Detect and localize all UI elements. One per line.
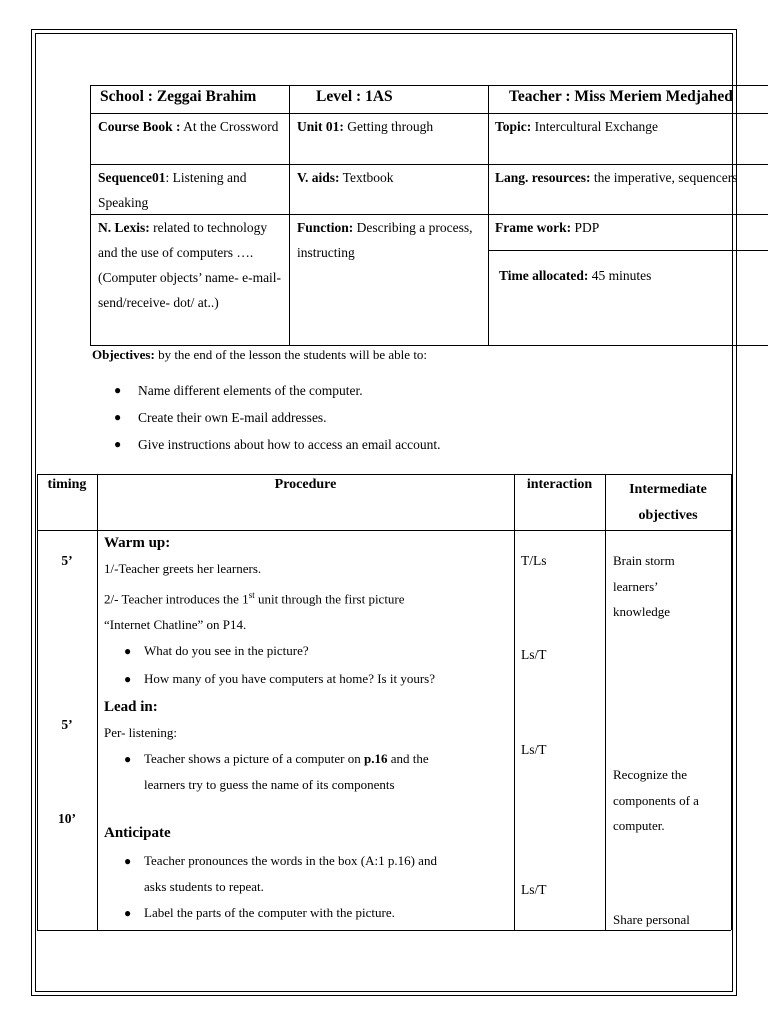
interaction-cell: Ls/T (521, 882, 547, 897)
col-header-interaction: interaction (526, 477, 593, 492)
unit-cell: Unit 01: Getting through (297, 119, 434, 134)
warm-up-line: 2/- Teacher introduces the 1st unit through the first picture (104, 590, 405, 607)
lang-resources-cell: Lang. resources: the imperative, sequencers (495, 170, 738, 185)
objective-item: ● Give instructions about how to access an email account. (114, 437, 441, 452)
col-header-intermediate: Intermediate objectives (629, 482, 707, 523)
course-book-cell: Course Book : At the Crossword (98, 119, 279, 134)
procedure-content (104, 530, 512, 926)
school-header: School : Zeggai Brahim (100, 88, 257, 105)
anticipate-heading: Anticipate (104, 825, 171, 842)
lexis-cell: N. Lexis: related to technology and the use of computers …. (Computer objects’ name- e-mail- send/receive- dot/ at..) (98, 220, 282, 310)
objective-item: ● Name different elements of the computer. (114, 383, 363, 398)
sequence-cell: Sequence01: Listening and Speaking (98, 170, 247, 210)
time-allocated-cell: Time allocated: 45 minutes (499, 268, 652, 283)
lead-in-sub: Per- listening: (104, 725, 178, 741)
warm-up-question: ● How many of you have computers at home? Is it yours? (124, 671, 435, 687)
framework-cell: Frame work: PDP (495, 220, 600, 235)
lead-in-bullet: ● Teacher shows a picture of a computer on p.16 and the learners try to guess the name of its components (124, 751, 429, 793)
objectives-intro: Objectives: by the end of the lesson the students will be able to: (92, 347, 428, 362)
intermediate-objective: Share personal (613, 912, 690, 927)
timing-cell: 10’ (58, 811, 76, 826)
interaction-cell: Ls/T (521, 742, 547, 757)
timing-cell: 5’ (61, 717, 73, 732)
level-header: Level : 1AS (316, 88, 393, 105)
visual-aids-cell: V. aids: Textbook (297, 170, 394, 185)
warm-up-heading: Warm up: (104, 535, 171, 551)
objectives-list (100, 377, 441, 458)
topic-cell: Topic: Intercultural Exchange (495, 119, 658, 134)
interaction-cell: T/Ls (521, 553, 547, 568)
col-header-procedure: Procedure (274, 477, 337, 492)
intermediate-objective: Brain storm learners’ knowledge (613, 553, 675, 619)
anticipate-bullet: ● Label the parts of the computer with the picture. (124, 905, 395, 921)
function-cell: Function: Describing a process, instructing (297, 220, 473, 260)
warm-up-question: ● What do you see in the picture? (124, 643, 309, 659)
anticipate-bullet: ● Teacher pronounces the words in the box (A:1 p.16) and asks students to repeat. (124, 853, 437, 895)
interaction-cell: Ls/T (521, 647, 547, 662)
teacher-header: Teacher : Miss Meriem Medjahed (509, 88, 733, 105)
warm-up-line: “Internet Chatline” on P14. (104, 617, 247, 633)
timing-cell: 5’ (61, 553, 73, 568)
intermediate-objective: Recognize the components of a computer. (613, 767, 699, 833)
objective-item: ● Create their own E-mail addresses. (114, 410, 327, 425)
col-header-timing: timing (47, 477, 87, 492)
warm-up-line: 1/-Teacher greets her learners. (104, 561, 262, 576)
lead-in-heading: Lead in: (104, 699, 158, 716)
